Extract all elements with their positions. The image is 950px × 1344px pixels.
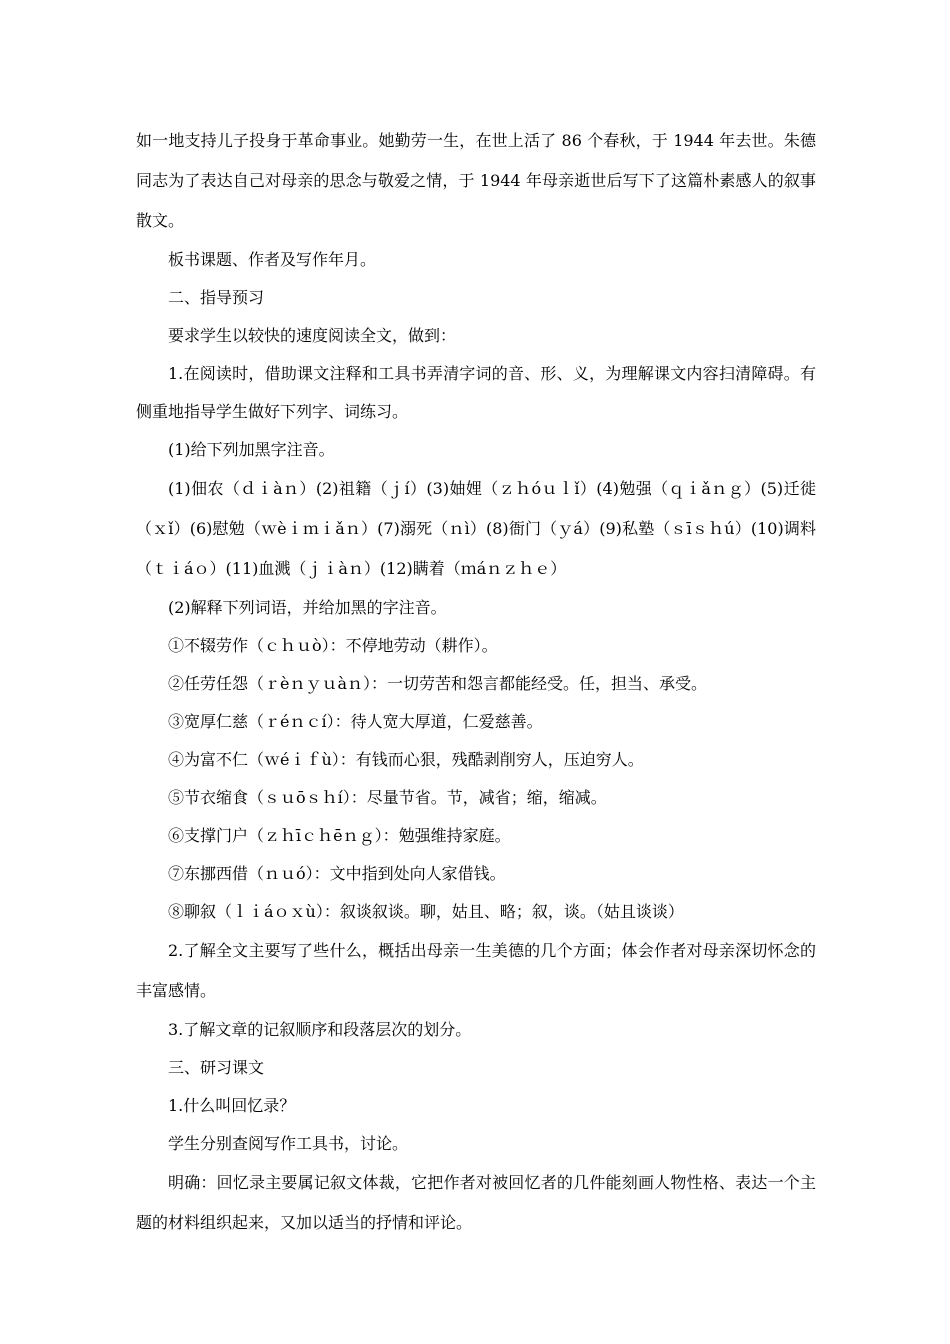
paragraph-step-2: 2.了解全文主要写了些什么，概括出母亲一生美德的几个方面；体会作者对母亲深切怀念的丰富感情。 bbox=[136, 941, 816, 1000]
vocab-item-6: ⑥支撑门户（ｚｈīｃｈēｎｇ）：勉强维持家庭。 bbox=[168, 826, 511, 845]
vocab-item-2: ②任劳任怨（ｒèｎｙｕàｎ）：一切劳苦和怨言都能经受。任，担当、承受。 bbox=[168, 674, 708, 693]
paragraph-intro-continued: 如一地支持儿子投身于革命事业。她勤劳一生，在世上活了 86 个春秋，于 1944 年去世。朱德同志为了表达自己对母亲的思念与敬爱之情，于 1944 年母亲逝世后写下了这篇朴素感人的叙事散文。 bbox=[136, 131, 816, 230]
document-body bbox=[136, 121, 816, 1243]
paragraph-step-3: 3.了解文章的记叙顺序和段落层次的划分。 bbox=[168, 1020, 472, 1039]
vocab-item-8: ⑧聊叙（ｌｉáｏｘù）：叙谈叙谈。聊，姑且、略；叙，谈。（姑且谈谈） bbox=[168, 902, 684, 921]
vocab-item-4: ④为富不仁（ｗéｉｆù）：有钱而心狠，残酷剥削穷人，压迫穷人。 bbox=[168, 750, 644, 769]
section-heading-preview: 二、指导预习 bbox=[168, 288, 265, 307]
section-heading-study: 三、研习课文 bbox=[168, 1058, 265, 1077]
paragraph-step-1: 1.在阅读时，借助课文注释和工具书弄清字词的音、形、义，为理解课文内容扫清障碍。有侧重地指导学生做好下列字、词练习。 bbox=[136, 364, 816, 421]
vocab-item-3: ③宽厚仁慈（ｒéｎｃí）：待人宽大厚道，仁爱慈善。 bbox=[168, 712, 543, 731]
paragraph-reading-requirement: 要求学生以较快的速度阅读全文，做到： bbox=[168, 326, 457, 345]
paragraph-clarification: 明确：回忆录主要属记叙文体裁，它把作者对被回忆者的几件能刻画人物性格、表达一个主题的材料组织起来，又加以适当的抒情和评论。 bbox=[136, 1173, 816, 1232]
exercise-pinyin-list: (1)佃农（ｄｉàｎ）(2)祖籍（ｊí）(3)妯娌（ｚｈóｕｌǐ）(4)勉强（ｑｉǎｎｇ）(5)迁徙（ｘǐ）(6)慰勉（ｗèｉｍｉǎｎ）(7)溺死（ｎì）(8)衙门（ｙá）(9)私塾（ｓīｓｈú）(10)调料（ｔｉáｏ）(11)血溅（ｊｉàｎ）(12)瞒着（ｍáｎｚｈｅ） bbox=[136, 479, 816, 578]
exercise-heading-vocabulary: (2)解释下列词语，并给加黑的字注音。 bbox=[168, 598, 447, 617]
vocab-item-7: ⑦东挪西借（ｎｕó）：文中指到处向人家借钱。 bbox=[168, 864, 506, 883]
paragraph-blackboard-title: 板书课题、作者及写作年月。 bbox=[168, 250, 377, 269]
paragraph-student-activity: 学生分别查阅写作工具书，讨论。 bbox=[168, 1134, 409, 1153]
vocab-item-1: ①不辍劳作（ｃｈｕò）：不停地劳动（耕作）。 bbox=[168, 636, 498, 655]
question-memoir: 1.什么叫回忆录？ bbox=[168, 1096, 296, 1115]
exercise-heading-pinyin: (1)给下列加黑字注音。 bbox=[168, 440, 335, 459]
vocab-item-5: ⑤节衣缩食（ｓｕōｓｈí）：尽量节省。节，减省；缩，缩减。 bbox=[168, 788, 607, 807]
